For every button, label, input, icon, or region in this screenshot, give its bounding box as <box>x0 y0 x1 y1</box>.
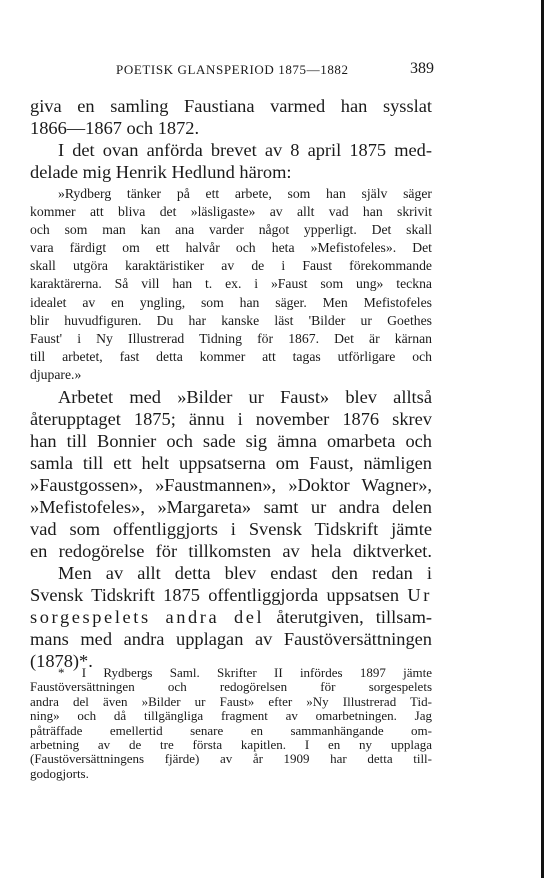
text-line: Men av allt detta blev endast den redan i <box>58 563 432 583</box>
text-line: en redogörelse för tillkomsten av hela diktverket. <box>30 541 432 561</box>
quote-line: »Rydberg tänker på ett arbete, som han själv säger <box>58 186 432 201</box>
quote-line: Faust' i Ny Illustrerad Tidning för 1867. Det är kärnan <box>30 330 432 346</box>
quote-line: kommer att bliva det »läsligaste» av allt vad han skrivit <box>30 204 432 220</box>
quote-line: vara färdigt om ett halvår och heta »Mefistofeles». Det <box>30 240 432 256</box>
text-line: I det ovan anförda brevet av 8 april 1875 med- <box>58 140 432 160</box>
text-line: vad som offentliggjorts i Svensk Tidskrift jämte <box>30 519 432 539</box>
spaced-title-run: Ur <box>407 585 432 605</box>
page-number: 389 <box>410 60 434 77</box>
page-header <box>30 60 432 80</box>
text-run: återutgiven, tillsam- <box>276 607 432 627</box>
text-line: »Mefistofeles», »Margareta» samt ur andra delen <box>30 497 432 517</box>
quote-line: blir huvudfiguren. Du har kanske läst 'Bilder ur Goethes <box>30 312 432 328</box>
text-line: återupptaget 1875; ännu i november 1876 skrev <box>30 409 432 429</box>
text-line: Arbetet med »Bilder ur Faust» blev alltså <box>58 387 432 407</box>
paragraph-2 <box>30 139 432 183</box>
paragraph-4 <box>30 562 432 672</box>
text-line: samla till ett helt uppsatserna om Faust, nämligen <box>30 453 432 473</box>
footnote-line: arbetning av de tre första kapitlen. I en ny upplaga <box>30 737 432 753</box>
footnote-line: påträffade emellertid senare en sammanhängande om- <box>30 722 432 738</box>
quote-line: till arbetet, fast detta kommer att tagas utförligare och <box>30 348 432 364</box>
block-quote <box>30 185 432 384</box>
text-line: giva en samling Faustiana varmed han sysslat <box>30 96 432 116</box>
quote-line: djupare.» <box>30 366 82 382</box>
text-line <box>30 606 432 628</box>
footnote-line: (Faustöversättningens fjärde) av år 1909 har detta till- <box>30 751 432 767</box>
text-line: (1878)*. <box>30 651 93 671</box>
quote-line: och som man kan ana varder något ypperligt. Det skall <box>30 222 432 238</box>
footnote <box>30 666 432 781</box>
quote-line: karaktärerna. Så vill han t. ex. i »Faust som ung» teckna <box>30 276 432 292</box>
text-line: han till Bonnier och sade sig ämna omarbeta och <box>30 431 432 451</box>
text-line: 1866—1867 och 1872. <box>30 118 200 138</box>
text-line: delade mig Henrik Hedlund härom: <box>30 162 292 182</box>
footnote-line: * I Rydbergs Saml. Skrifter II infördes 1897 jämte <box>58 665 432 680</box>
footnote-line: ning» och då tillgängliga fragment av omarbetningen. Jag <box>30 708 432 724</box>
quote-line: idealet av en yngling, som han säger. Men Mefistofeles <box>30 294 432 310</box>
text-run: Svensk Tidskrift 1875 offentliggjorda uppsatsen <box>30 585 400 605</box>
text-line: »Faustgossen», »Faustmannen», »Doktor Wagner», <box>30 475 432 495</box>
footnote-line: Faustöversättningen och redogörelsen för sorgespelets <box>30 679 432 695</box>
running-title: POETISK GLANSPERIOD 1875—1882 <box>116 62 349 77</box>
paragraph-3 <box>30 386 432 562</box>
paragraph-1 <box>30 95 432 139</box>
quote-line: skall utgöra karaktäristiker av de i Faust förekommande <box>30 258 432 274</box>
text-line <box>30 584 432 606</box>
footnote-line: godogjorts. <box>30 765 89 781</box>
footnote-line: andra del även »Bilder ur Faust» efter »Ny Illustrerad Tid- <box>30 693 432 709</box>
spaced-title-run: sorgespelets andra del <box>30 607 265 627</box>
text-line: mans med andra upplagan av Faustöversättningen <box>30 629 432 649</box>
